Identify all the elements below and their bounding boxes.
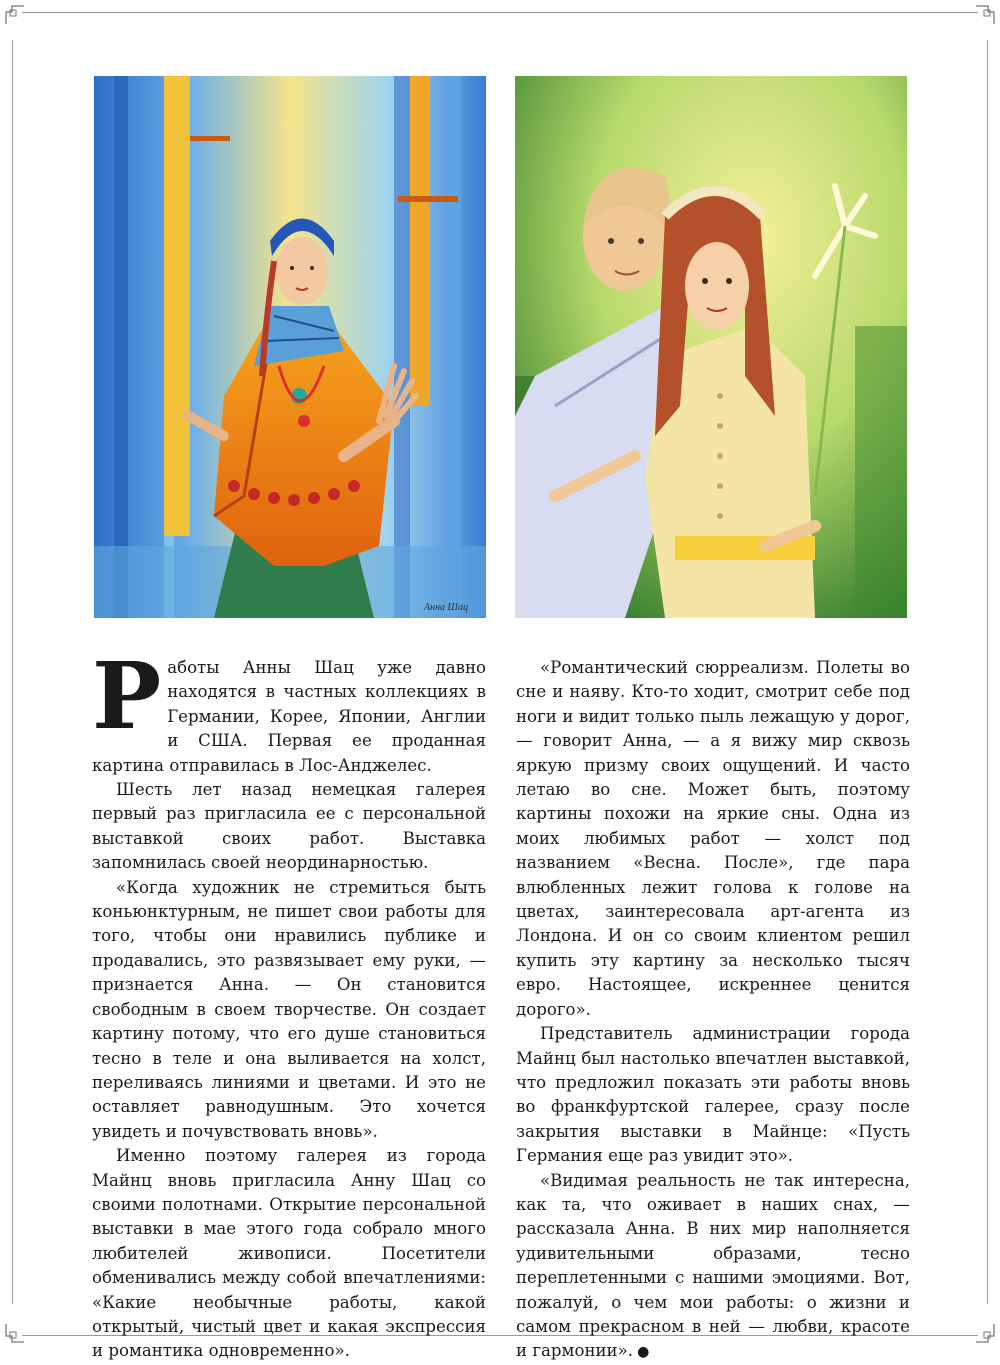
corner-ornament-icon xyxy=(974,1322,996,1344)
corner-ornament-icon xyxy=(4,4,26,26)
frame-right-line xyxy=(987,40,988,1304)
article-paragraph: Шесть лет назад немецкая галерея первый раз пригласила ее с персональной выставкой своих работ. Выставка запомнилась своей неординарностью. xyxy=(92,780,486,873)
article-intro-text: аботы Анны Шац уже давно находятся в частных коллекциях в Германии, Корее, Японии, Англии и США. Первая ее проданная картина отправилась в Лос-Анджелес. xyxy=(92,658,486,775)
painting-woman-in-orange xyxy=(94,76,486,618)
article-column-left xyxy=(92,642,486,1364)
article-final-text: «Видимая реальность не так интересна, как та, что оживает в наших снах, — рассказала Анна. В них мир наполняется удивительными образами, тесно переплетенными с нашими эмоциями. Вот, пожалуй, о чем мои работы: о жизни и самом прекрасном в ней — любви, красоте и гармонии». xyxy=(516,1170,910,1361)
article-paragraph: Представитель администрации города Майнц был настолько впечатлен выставкой, что предложил показать эти работы вновь во франкфуртской галерее, сразу после закрытия выставки в Майнце: «Пусть Германия еще раз увидит это». xyxy=(516,1024,910,1166)
end-of-article-mark-icon: ● xyxy=(637,1344,650,1361)
corner-ornament-icon xyxy=(974,4,996,26)
frame-left-line xyxy=(12,40,13,1304)
painting-signature: Анна Шац xyxy=(424,602,468,613)
article-column-right xyxy=(516,656,910,1365)
corner-ornament-icon xyxy=(4,1322,26,1344)
article-paragraph: «Романтический сюрреализм. Полеты во сне и наяву. Кто-то ходит, смотрит себе под ноги и видит только пыль лежащую у дорог, — говорит Анна, — а я вижу мир сквозь яркую призму своих ощущений. И часто летаю во сне. Может быть, поэтому картины похожи на яркие сны. Одна из моих любимых работ — холст под названием «Весна. После», где пара влюбленных лежит голова к голове на цветах, заинтересовала арт-агента из Лондона. И он со своим клиентом решил купить эту картину за несколько тысяч евро. Настоящее, искреннее ценится дорого». xyxy=(516,658,910,1019)
drop-cap-letter: Р xyxy=(92,642,162,750)
painting-couple xyxy=(515,76,907,618)
article-paragraph: Именно поэтому галерея из города Майнц вновь пригласила Анну Шац со своими полотнами. Открытие персональной выставки в мае этого года собрало много любителей живописи. Посетители обменивались между собой впечатлениями: «Какие необычные работы, какой открытый, чистый цвет и какая экспрессия и романтика одновременно». xyxy=(92,1146,486,1361)
frame-top-line xyxy=(22,12,978,13)
article-intro-paragraph xyxy=(92,642,486,778)
article-paragraph: «Когда художник не стремиться быть коньюнктурным, не пишет свои работы для того, чтобы они нравились публике и продавались, это развязывает ему руки, — признается Анна. — Он становится свободным в своем творчестве. Он создает картину потому, что его душе становиться тесно в теле и она выливается на холст, переливаясь линиями и цветами. И это не оставляет равнодушным. Это хочется увидеть и почувствовать вновь». xyxy=(92,877,486,1141)
article-paragraph-last xyxy=(516,1169,910,1365)
